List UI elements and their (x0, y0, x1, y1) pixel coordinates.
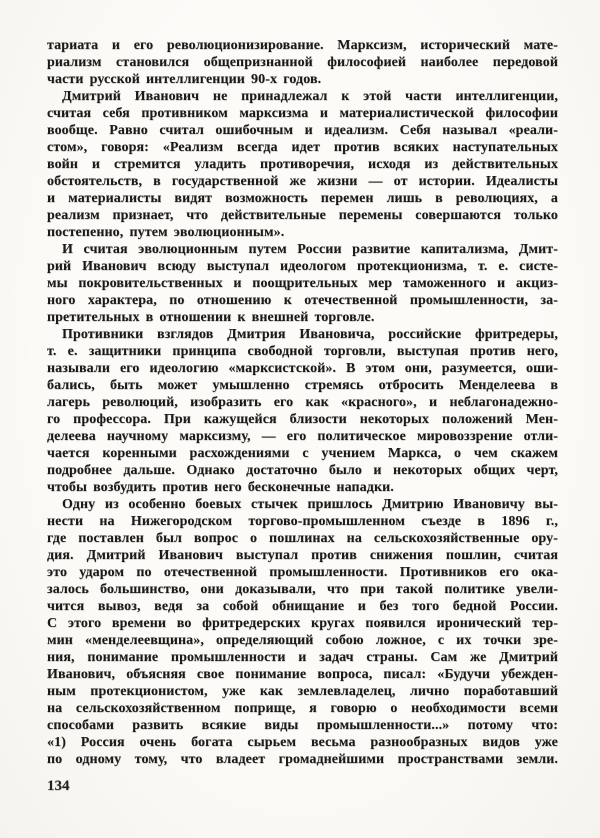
text-line: претительных в отношении к внешней торговле. (47, 310, 375, 325)
text-line: реализм признает, что действительные перемены совершаются только (47, 208, 558, 223)
text-line: т. е. защитники принципа свободной торговли, выступая против него, (47, 344, 558, 359)
text-line: дия. Дмитрий Иванович выступал против снижения пошлин, считая (47, 548, 558, 563)
text-line: ного характера, по отношению к отечественной промышленности, за- (47, 293, 558, 308)
text-line: Противники взглядов Дмитрия Ивановича, российские фритредеры, (62, 327, 558, 342)
text-line: рий Иванович всюду выступал идеологом протекционизма, т. е. систе- (47, 259, 558, 274)
text-line: чается коренными расхождениями с учением Маркса, о чем скажем (47, 446, 558, 461)
text-line: чится вывоз, ведя за собой обнищание и без того бедной России. (47, 599, 558, 614)
text-line: ния, понимание промышленности и задач страны. Сам же Дмитрий (47, 650, 558, 665)
text-line: залось большинство, они доказывали, что при такой политике увели- (47, 582, 558, 597)
text-line: по одному тому, что владеет громаднейшими пространствами земли. (47, 752, 558, 767)
text-line: вообще. Равно считал ошибочным и идеализм. Себя называл «реали- (47, 123, 558, 138)
paragraph (47, 326, 558, 496)
text-line: части русской интеллигенции 90-х годов. (47, 72, 322, 87)
text-line: войн и стремится уладить противоречия, исходя из действительных (47, 157, 558, 172)
paragraph (47, 496, 558, 768)
text-line: Дмитрий Иванович не принадлежал к этой части интеллигенции, (62, 89, 558, 104)
text-line: обстоятельств, в государственной же жизни — от истории. Идеалисты (47, 174, 558, 189)
text-line: на сельскохозяйственном поприще, я говорю о необходимости всеми (47, 701, 558, 716)
text-line: способами развить всякие виды промышленности...» потому что: (47, 718, 558, 733)
text-line: риализм становился общепризнанной философией наиболее передовой (47, 55, 558, 70)
paragraph (47, 88, 558, 241)
text-line: и материалисты видят возможность перемен лишь в революциях, а (47, 191, 558, 206)
page-number: 134 (47, 778, 70, 794)
text-line: нести на Нижегородском торгово-промышленном съезде в 1896 г., (47, 514, 558, 529)
text-line: лагерь революций, изобразить его как «красного», и неблагонадежно- (47, 395, 558, 410)
text-line: Одну из особенно боевых стычек пришлось Дмитрию Ивановичу вы- (62, 497, 558, 512)
text-line: где поставлен был вопрос о пошлинах на сельскохозяйственные ору- (47, 531, 558, 546)
text-line: делеева научному марксизму, — его политическое мировоззрение отли- (47, 429, 558, 444)
text-line: это ударом по отечественной промышленности. Противников его ока- (47, 565, 558, 580)
text-line: «1) Россия очень богата сырьем весьма разнообразных видов уже (47, 735, 558, 750)
text-line: Иванович, объясняя свое понимание вопроса, писал: «Будучи убежден- (47, 667, 558, 682)
text-line: мы покровительственных и поощрительных мер таможенного и акциз- (47, 276, 558, 291)
text-line: И считая эволюционным путем России развитие капитализма, Дмит- (62, 242, 558, 257)
text-line: называли его идеологию «марксистской». В этом они, разумеется, оши- (47, 361, 558, 376)
text-line: подробнее дальше. Однако достаточно было и некоторых общих черт, (47, 463, 558, 478)
paragraph (47, 37, 558, 88)
text-line: постепенно, путем эволюционным». (47, 225, 285, 240)
text-line: считая себя противником марксизма и материалистической философии (47, 106, 558, 121)
text-line: мин «менделеевщина», определяющий собою ложное, с их точки зре- (47, 633, 558, 648)
paragraph (47, 241, 558, 326)
text-line: бались, быть может умышленно стремясь отбросить Менделеева в (47, 378, 558, 393)
text-line: стом», говоря: «Реализм всегда идет против всяких наступательных (47, 140, 558, 155)
text-line: чтобы возбудить против него бесконечные нападки. (47, 480, 394, 495)
text-line: тариата и его революционизирование. Марксизм, исторический мате- (47, 38, 558, 53)
text-line: ным протекционистом, уже как землевладелец, лично поработавший (47, 684, 558, 699)
text-line: С этого времени во фритредерских кругах появился иронический тер- (47, 616, 558, 631)
page-text (47, 37, 558, 768)
text-line: го профессора. При кажущейся близости некоторых положений Мен- (47, 412, 558, 427)
